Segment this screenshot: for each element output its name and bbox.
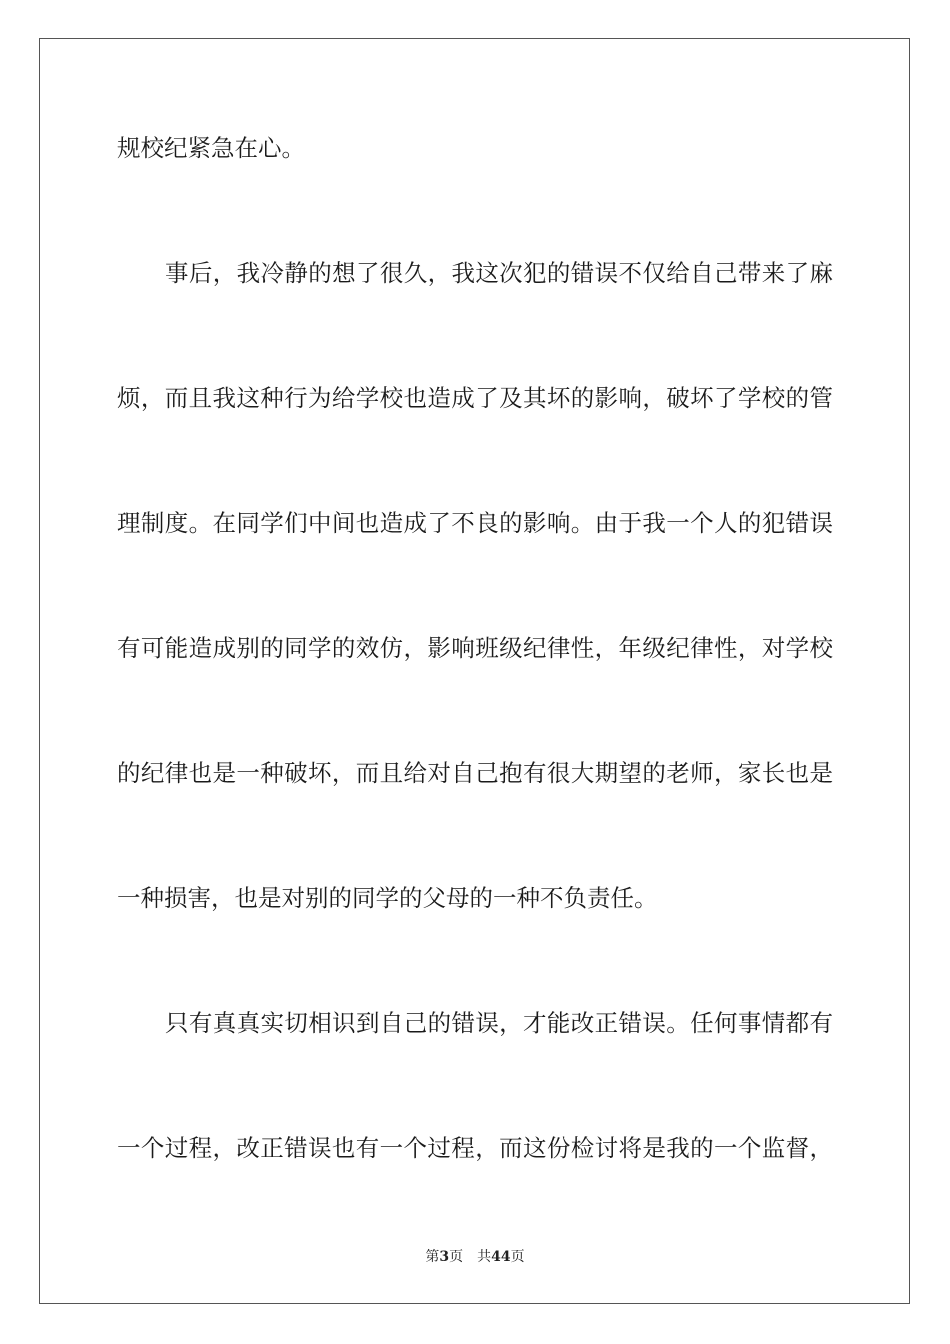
text-line: 规校纪紧急在心。 — [117, 134, 305, 162]
page-suffix: 页 — [449, 1249, 464, 1265]
text-line: 一个过程，改正错误也有一个过程，而这份检讨将是我的一个监督， — [117, 1134, 833, 1162]
page-prefix: 第 — [425, 1249, 440, 1265]
page-number: 3 — [439, 1249, 450, 1265]
total-prefix: 共 — [477, 1249, 492, 1265]
page-border — [39, 38, 910, 1304]
paragraph-first-line: 事后，我冷静的想了很久，我这次犯的错误不仅给自己带来了麻 — [165, 259, 833, 287]
page-footer — [0, 1248, 950, 1266]
text-line: 有可能造成别的同学的效仿，影响班级纪律性，年级纪律性，对学校 — [117, 634, 833, 662]
paragraph-first-line: 只有真真实切相识到自己的错误，才能改正错误。任何事情都有 — [165, 1009, 833, 1037]
text-line: 一种损害，也是对别的同学的父母的一种不负责任。 — [117, 884, 658, 912]
total-pages: 44 — [491, 1249, 511, 1265]
total-suffix: 页 — [510, 1249, 525, 1265]
text-line: 的纪律也是一种破坏，而且给对自己抱有很大期望的老师，家长也是 — [117, 759, 833, 787]
text-line: 理制度。在同学们中间也造成了不良的影响。由于我一个人的犯错误 — [117, 509, 833, 537]
text-line: 烦，而且我这种行为给学校也造成了及其坏的影响，破坏了学校的管 — [117, 384, 833, 412]
